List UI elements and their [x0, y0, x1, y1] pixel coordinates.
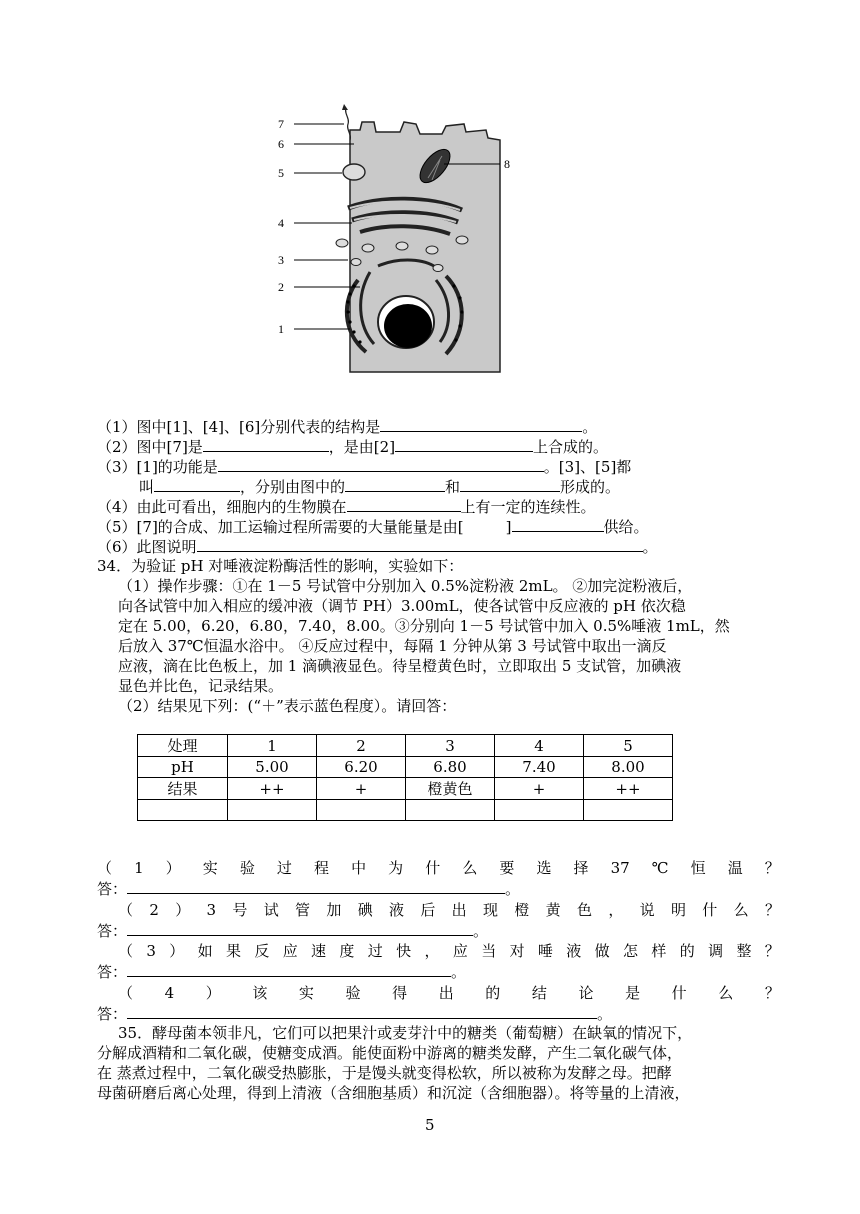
question-char: 色 [576, 901, 592, 919]
question-char: 实 [202, 859, 218, 877]
answer-blank[interactable] [395, 437, 533, 452]
answer-blank[interactable] [460, 477, 560, 492]
question-char: 实 [298, 984, 314, 1002]
table-cell: 1 [228, 735, 317, 757]
table-cell[interactable] [228, 800, 317, 821]
question-char: 结 [531, 984, 547, 1002]
label-1: 1 [278, 322, 284, 336]
question-char: 要 [499, 859, 515, 877]
question-char: 液 [566, 942, 582, 960]
q33-line-3: （3）[1]的功能是 。[3]、[5]都 [97, 458, 632, 476]
question-char: ） [175, 901, 191, 919]
answer-blank[interactable] [197, 537, 643, 552]
question-char: 样 [651, 942, 667, 960]
question-char: 速 [311, 942, 327, 960]
q33-line-1: （1）图中[1]、[4]、[6]分别代表的结构是 。 [97, 418, 598, 436]
q33-line-7: （6）此图说明 。 [97, 538, 658, 556]
question-char: 做 [594, 942, 610, 960]
question-char: ℃ [651, 859, 669, 877]
q35-para: 在 蒸煮过程中，二氧化碳受热膨胀，于是馒头就变得松软，所以被称为发酵之母。把酵 [97, 1064, 672, 1082]
question-char: 么 [733, 901, 749, 919]
label-3: 3 [278, 253, 284, 267]
question-char: ？ [764, 859, 780, 877]
question-char: 37 [610, 859, 630, 877]
question-char: 3 [146, 942, 156, 960]
label-5: 5 [278, 166, 284, 180]
question-char: 过 [367, 942, 383, 960]
q34-para: 应液，滴在比色板上，加 1 滴碘液显色。待呈橙黄色时，立即取出 5 支试管，加碘液 [118, 657, 682, 675]
q35-para: 35．酵母菌本领非凡，它们可以把果汁或麦芽汁中的糖类（葡萄糖）在缺氧的情况下， [118, 1024, 693, 1042]
question-char: 论 [578, 984, 594, 1002]
question-char: ？ [764, 901, 780, 919]
question-char: 验 [345, 984, 361, 1002]
table-cell: + [317, 778, 406, 800]
question-char: 么 [718, 984, 734, 1002]
question-char: 管 [295, 901, 311, 919]
question-char: 怎 [623, 942, 639, 960]
question-char: 对 [509, 942, 525, 960]
question-char: （ [118, 984, 134, 1002]
secretory-cell-diagram [270, 100, 530, 390]
question-char: 号 [232, 901, 248, 919]
table-cell: 3 [406, 735, 495, 757]
question-char: 说 [639, 901, 655, 919]
question-char: 2 [149, 901, 159, 919]
question-char: 现 [483, 901, 499, 919]
table-cell[interactable] [584, 800, 673, 821]
q35-para: 分解成酒精和二氧化碳，使糖变成酒。能使面粉中游离的糖类发酵，产生二氧化碳气体， [97, 1044, 683, 1062]
question-char: ？ [764, 984, 780, 1002]
q34-para: （1）操作步骤：①在 1－5 号试管中分别加入 0.5%淀粉液 2mL。 ②加完淀粉液后， [118, 577, 693, 595]
label-6: 6 [278, 137, 284, 151]
question-char: 中 [351, 859, 367, 877]
question-char: 反 [254, 942, 270, 960]
question-char: （ [97, 859, 113, 877]
table-cell[interactable] [406, 800, 495, 821]
question-char: ） [169, 942, 185, 960]
q34-para: 向各试管中加入相应的缓冲液（调节 PH）3.00mL，使各试管中反应液的 pH 依次稳 [118, 597, 686, 615]
question-char: 该 [252, 984, 268, 1002]
question-char: 过 [276, 859, 292, 877]
question-char: ） [165, 859, 181, 877]
question-char: 橙 [514, 901, 530, 919]
question-char: 出 [438, 984, 454, 1002]
q34-para: 定在 5.00，6.20，6.80，7.40，8.00。③分别向 1－5 号试管中加入 0.5%唾液 1mL，然 [118, 617, 730, 635]
table-cell[interactable] [495, 800, 584, 821]
question-char: 调 [708, 942, 724, 960]
table-cell: 处理 [138, 735, 228, 757]
question-char: 的 [485, 984, 501, 1002]
question-char: 为 [388, 859, 404, 877]
question-char: 什 [425, 859, 441, 877]
question-char: 恒 [690, 859, 706, 877]
table-row [138, 757, 673, 778]
table-cell: 6.20 [317, 757, 406, 778]
question-char: 应 [452, 942, 468, 960]
q34-para: （2）结果见下列：(“＋”表示蓝色程度）。请回答： [118, 697, 457, 715]
q34-intro: 34．为验证 pH 对唾液淀粉酶活性的影响，实验如下： [97, 557, 464, 575]
table-cell[interactable] [138, 800, 228, 821]
table-cell: 8.00 [584, 757, 673, 778]
table-cell: ++ [228, 778, 317, 800]
question-char: 什 [702, 901, 718, 919]
table-row [138, 735, 673, 757]
question-char: 验 [239, 859, 255, 877]
question-char: ， [608, 901, 624, 919]
table-cell: 6.80 [406, 757, 495, 778]
table-cell: pH [138, 757, 228, 778]
results-table [137, 734, 673, 821]
answer-blank[interactable] [380, 417, 582, 432]
answer-blank[interactable] [127, 962, 451, 977]
question-char: 黄 [545, 901, 561, 919]
answer-blank[interactable] [127, 879, 505, 894]
q34-para: 后放入 37℃恒温水浴中。 ④反应过程中，每隔 1 分钟从第 3 号试管中取出一滴反 [118, 637, 667, 655]
table-cell: 4 [495, 735, 584, 757]
question-char: 唾 [537, 942, 553, 960]
question-char: （ [118, 942, 134, 960]
qa4-answer-line: 答： 。 [97, 1005, 613, 1023]
question-char: 择 [573, 859, 589, 877]
q35-para: 母菌研磨后离心处理，得到上清液（含细胞基质）和沉淀（含细胞器）。将等量的上清液， [97, 1084, 690, 1102]
table-row [138, 800, 673, 821]
label-4: 4 [278, 216, 284, 230]
q33-line-4: 叫 ，分别由图中的 和 形成的。 [139, 478, 621, 496]
question-char: 温 [727, 859, 743, 877]
answer-blank[interactable] [512, 517, 604, 532]
question-char: 程 [314, 859, 330, 877]
qa2-answer-line: 答： 。 [97, 922, 489, 940]
answer-blank[interactable] [127, 1004, 597, 1019]
answer-blank[interactable] [203, 437, 329, 452]
question-char: 碘 [357, 901, 373, 919]
qa3-answer-line: 答： 。 [97, 963, 467, 981]
question-char: 1 [134, 859, 144, 877]
question-char: 应 [282, 942, 298, 960]
question-char: ） [205, 984, 221, 1002]
question-char: 么 [462, 859, 478, 877]
qa1-question [97, 859, 780, 878]
question-char: ， [424, 942, 440, 960]
page-number: 5 [425, 1116, 435, 1134]
question-char: 度 [339, 942, 355, 960]
answer-blank[interactable] [347, 497, 461, 512]
qa1-answer-line: 答： 。 [97, 880, 521, 898]
table-row [138, 778, 673, 800]
question-char: 得 [392, 984, 408, 1002]
answer-blank[interactable] [127, 921, 473, 936]
question-char: 4 [164, 984, 175, 1002]
qa4-question [118, 984, 780, 1003]
answer-blank[interactable] [218, 457, 544, 472]
label-7: 7 [278, 117, 284, 131]
question-char: 当 [481, 942, 497, 960]
answer-blank[interactable] [154, 477, 240, 492]
table-cell[interactable] [317, 800, 406, 821]
q33-line-5: （4）由此可看出，细胞内的生物膜在 上有一定的连续性。 [97, 498, 596, 516]
q34-para: 显色并比色，记录结果。 [118, 677, 284, 695]
answer-blank[interactable] [345, 477, 445, 492]
question-char: 试 [263, 901, 279, 919]
question-char: 出 [451, 901, 467, 919]
table-cell: ++ [584, 778, 673, 800]
question-char: （ [118, 901, 134, 919]
question-char: 选 [536, 859, 552, 877]
question-char: 如 [197, 942, 213, 960]
table-cell: 5.00 [228, 757, 317, 778]
question-char: 3 [206, 901, 217, 919]
table-cell: + [495, 778, 584, 800]
question-char: 整 [736, 942, 752, 960]
question-char: 明 [670, 901, 686, 919]
table-cell: 橙黄色 [406, 778, 495, 800]
question-char: 加 [326, 901, 342, 919]
question-char: 的 [679, 942, 695, 960]
label-2: 2 [278, 280, 284, 294]
table-cell: 7.40 [495, 757, 584, 778]
question-char: 后 [420, 901, 436, 919]
question-char: ？ [764, 942, 780, 960]
question-char: 是 [625, 984, 641, 1002]
qa3-question [118, 942, 780, 961]
table-cell: 结果 [138, 778, 228, 800]
q33-line-6: （5）[7]的合成、加工运输过程所需要的大量能量是由[ ] 供给。 [97, 518, 649, 536]
question-char: 什 [671, 984, 687, 1002]
question-char: 液 [389, 901, 405, 919]
table-cell: 2 [317, 735, 406, 757]
label-8: 8 [504, 157, 510, 171]
table-cell: 5 [584, 735, 673, 757]
question-char: 快 [396, 942, 412, 960]
q33-line-2: （2）图中[7]是 ，是由[2] 上合成的。 [97, 438, 609, 456]
qa2-question [118, 901, 780, 920]
question-char: 果 [225, 942, 241, 960]
